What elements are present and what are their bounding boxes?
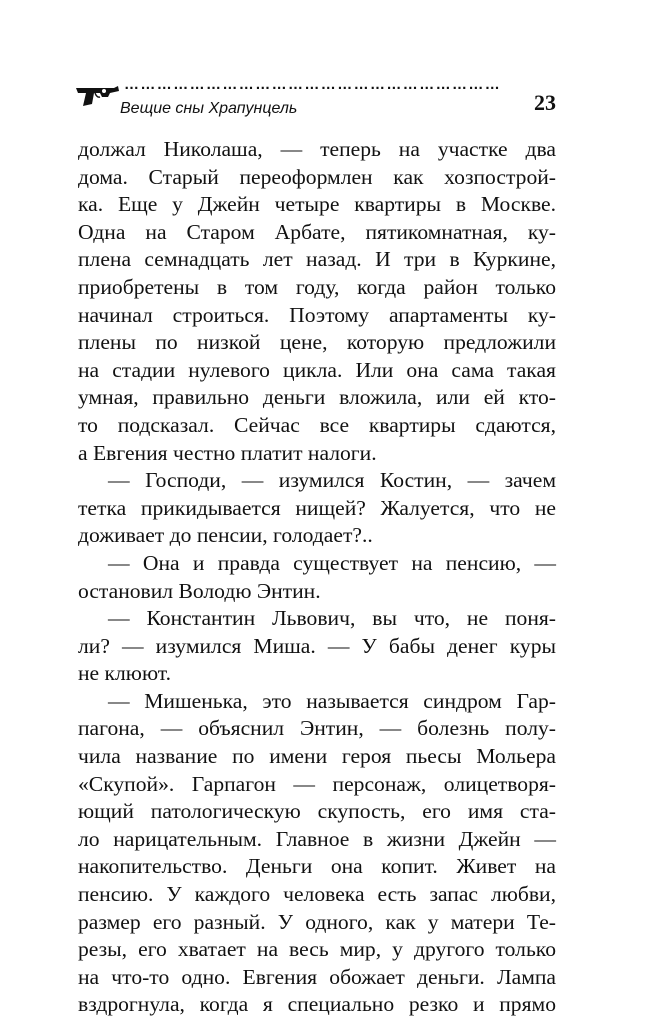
text-line: на стадии нулевого цикла. Или она сама такая — [78, 357, 556, 382]
text-line: а Евгения честно платит налоги. — [78, 440, 377, 465]
text-line: доживает до пенсии, голодает?.. — [78, 523, 373, 548]
text-line: плена семнадцать лет назад. И три в Куркине, — [78, 247, 556, 272]
text-line: ло нарицательным. Главное в жизни Джейн — — [78, 826, 556, 851]
text-line: приобретены в том году, когда район только — [78, 274, 556, 299]
text-line: резы, его хватает на весь мир, у другого только — [78, 937, 556, 962]
text-line: размер его разный. У одного, как у матери Те- — [78, 909, 556, 934]
text-line: должал Николаша, — теперь на участке два — [78, 137, 556, 161]
text-line: «Скупой». Гарпагон — персонаж, олицетворя- — [78, 771, 556, 796]
text-line: Одна на Старом Арбате, пятикомнатная, ку- — [78, 219, 556, 244]
text-line: плены по низкой цене, которую предложили — [78, 330, 556, 355]
text-line: пенсию. У каждого человека есть запас любви, — [78, 882, 556, 907]
text-line: начинал строиться. Поэтому апартаменты ку- — [78, 302, 556, 327]
text-line: ка. Еще у Джейн четыре квартиры в Москве. — [78, 192, 556, 217]
text-line: вздрогнула, когда я специально резко и прямо — [78, 992, 556, 1017]
running-title: Вещие сны Храпунцель — [120, 100, 298, 117]
text-line: то подсказал. Сейчас все квартиры сдаются, — [78, 412, 556, 437]
text-line: пагона, — объяснил Энтин, — болезнь полу- — [78, 716, 556, 741]
text-line: — Мишенька, это называется синдром Гар- — [108, 688, 556, 713]
text-line: накопительство. Деньги она копит. Живет на — [78, 854, 556, 879]
page-number: 23 — [534, 90, 556, 115]
text-line: дома. Старый переоформлен как хозпострой- — [78, 164, 556, 189]
text-line: на что-то одно. Евгения обожает деньги. Лампа — [78, 964, 556, 989]
page-header — [74, 78, 564, 128]
header-dot-leader: …………………………………………………………… — [124, 76, 502, 93]
text-line: — Константин Львович, вы что, не поня- — [108, 606, 556, 631]
text-line: ющий патологическую скупость, его имя ста- — [78, 799, 556, 824]
body-text — [78, 136, 556, 1019]
text-line: не клюют. — [78, 661, 171, 686]
text-line: тетка прикидывается нищей? Жалуется, что не — [78, 495, 556, 520]
text-line: умная, правильно деньги вложила, или ей кто- — [78, 385, 556, 410]
revolver-icon — [74, 82, 120, 108]
text-line: — Господи, — изумился Костин, — зачем — [108, 468, 556, 493]
text-line: — Она и правда существует на пенсию, — — [108, 550, 556, 575]
text-line: остановил Володю Энтин. — [78, 578, 321, 603]
text-line: чила название по имени героя пьесы Мольера — [78, 744, 556, 769]
text-line: ли? — изумился Миша. — У бабы денег куры — [78, 633, 556, 658]
